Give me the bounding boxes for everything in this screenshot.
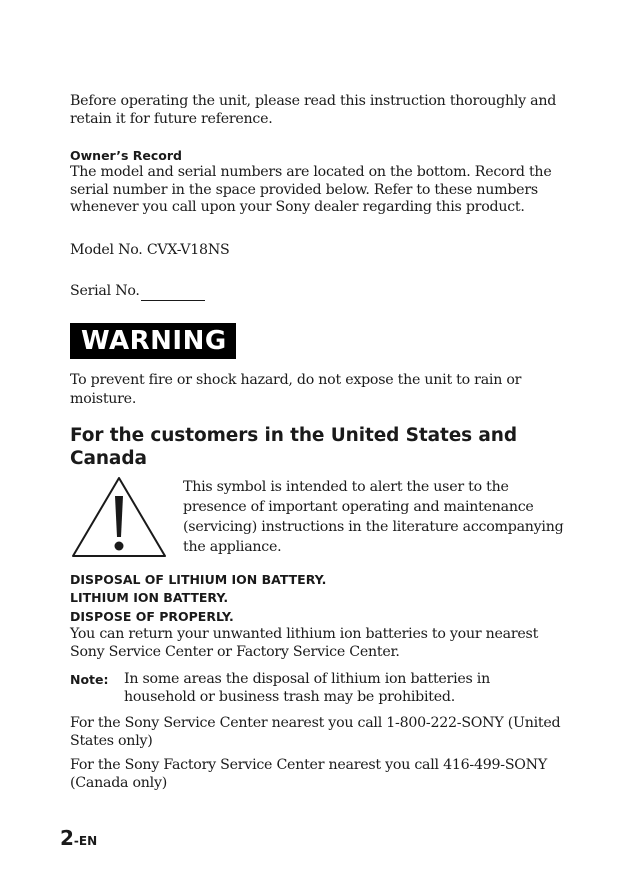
owner-record-heading: Owner’s Record [70, 148, 182, 163]
manual-page [70, 93, 565, 792]
disposal-body: You can return your unwanted lithium ion batteries to your nearest Sony Service Center or Factory Service Center. [70, 626, 539, 660]
intro-text: Before operating the unit, please read this instruction thoroughly and retain it for future reference. [70, 93, 557, 127]
service-us: For the Sony Service Center nearest you call 1-800-222-SONY (United States only) [70, 715, 561, 749]
disposal-line-2: LITHIUM ION BATTERY. [70, 590, 229, 605]
symbol-explanation: This symbol is intended to alert the user to the presence of important operating and maintenance (servicing) instructions in the literature accompanying the appliance. [183, 478, 564, 555]
service-canada: For the Sony Factory Service Center nearest you call 416-499-SONY (Canada only) [70, 757, 547, 791]
warning-text: To prevent fire or shock hazard, do not expose the unit to rain or moisture. [70, 371, 522, 407]
disposal-heading [70, 571, 565, 627]
symbol-section [70, 474, 565, 560]
page-number-digit: 2 [60, 826, 74, 850]
disposal-line-1: DISPOSAL OF LITHIUM ION BATTERY. [70, 571, 327, 587]
serial-number-blank [141, 286, 205, 301]
customers-heading: For the customers in the United States and Canada [70, 424, 518, 469]
note-label: Note: [70, 672, 109, 687]
serial-number-label: Serial No. [70, 283, 140, 299]
model-number: Model No. CVX-V18NS [70, 241, 230, 258]
owner-record-body: The model and serial numbers are located on the bottom. Record the serial number in the space provided below. Refer to these numbers whenever you call upon your Sony dealer regarding this product. [70, 164, 552, 215]
page-number [60, 826, 97, 850]
page-number-suffix: -EN [73, 834, 98, 848]
note-text: In some areas the disposal of lithium ion batteries in household or business trash may be prohibited. [124, 671, 490, 705]
caution-triangle-icon [70, 474, 168, 560]
serial-number-row [70, 283, 565, 301]
warning-label: WARNING [70, 323, 236, 359]
disposal-line-3: DISPOSE OF PROPERLY. [70, 608, 234, 624]
note [70, 671, 565, 706]
